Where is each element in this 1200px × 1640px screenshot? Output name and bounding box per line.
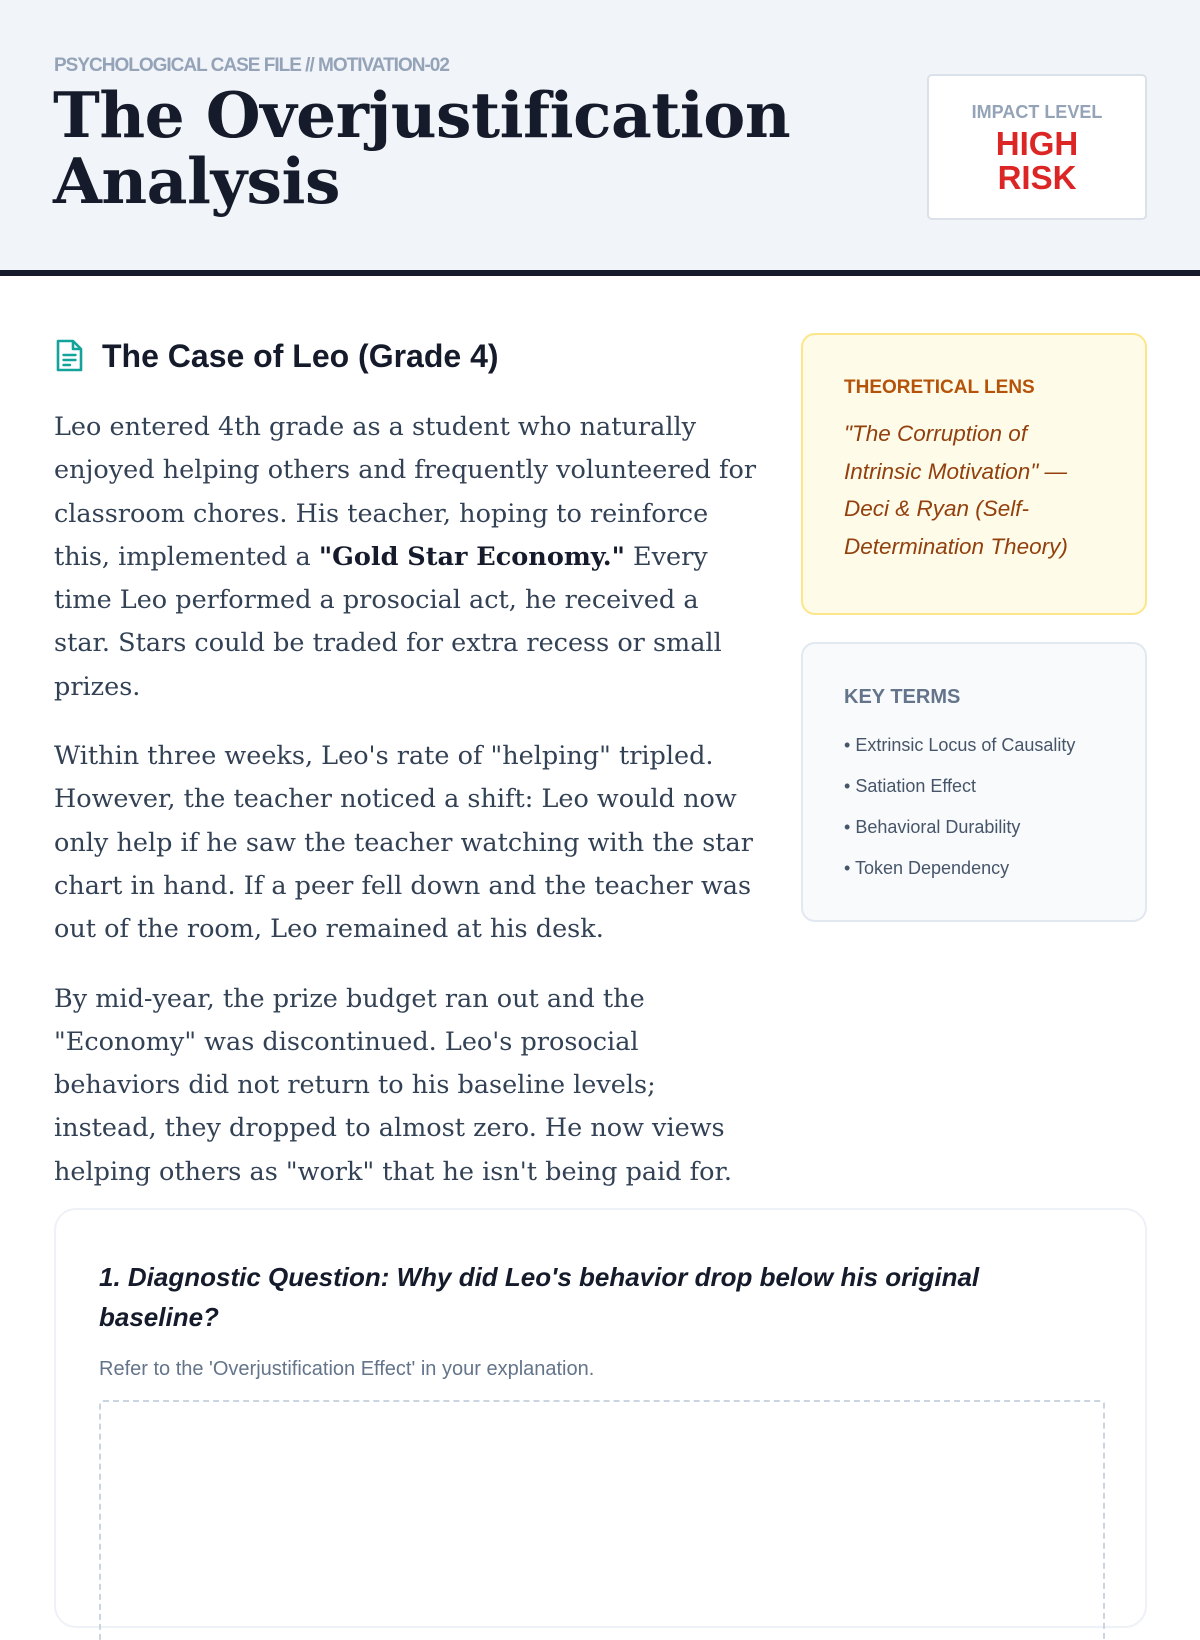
key-term-item: • Satiation Effect <box>844 766 1125 807</box>
case-header <box>0 0 1200 276</box>
impact-level-label: IMPACT LEVEL <box>971 102 1103 122</box>
case-file-id: PSYCHOLOGICAL CASE FILE // MOTIVATION-02 <box>54 55 449 76</box>
key-term-item: • Behavioral Durability <box>844 807 1125 848</box>
case-section-heading <box>54 336 499 376</box>
case-paragraph-2: Within three weeks, Leo's rate of "helping" tripled. However, the teacher noticed a shift: Leo would now only help if he saw the teacher watching with the star chart in hand. If a peer fell down and the teacher was out of the room, Leo remained at his desk. <box>54 741 753 945</box>
case-paragraph-1-text-end: Every time Leo performed a prosocial act, he received a star. Stars could be traded for extra recess or small prizes. <box>54 541 722 702</box>
case-paragraph-3: By mid-year, the prize budget ran out and the "Economy" was discontinued. Leo's prosocial behaviors did not return to his baseline levels; instead, they dropped to almost zero. He now views helping others as "work" that he isn't being paid for. <box>54 983 732 1187</box>
key-term-item: • Extrinsic Locus of Causality <box>844 725 1125 766</box>
impact-level-card <box>927 74 1147 220</box>
impact-level-value: HIGH RISK <box>995 125 1079 196</box>
case-paragraph-1 <box>54 406 759 709</box>
key-terms-list <box>844 725 1125 889</box>
theoretical-lens-quote: "The Corruption of Intrinsic Motivation" — Deci & Ryan (Self-Determination Theory) <box>844 421 1068 559</box>
gold-star-economy-term: "Gold Star Economy." <box>318 541 625 572</box>
page-title: The Overjustification Analysis <box>53 78 791 218</box>
diagnostic-question: 1. Diagnostic Question: Why did Leo's behavior drop below his original baseline? <box>99 1262 980 1332</box>
diagnostic-question-card <box>54 1208 1147 1628</box>
case-paragraph-1-text: Leo entered 4th grade as a student who naturally enjoyed helping others and frequently volunteered for classroom chores. His teacher, hoping to reinforce this, implemented a <box>54 412 757 572</box>
case-narrative <box>54 406 759 1220</box>
document-icon <box>54 339 84 373</box>
case-title: The Case of Leo (Grade 4) <box>102 337 499 374</box>
answer-area[interactable] <box>99 1400 1105 1640</box>
question-hint: Refer to the 'Overjustification Effect' in your explanation. <box>99 1358 595 1380</box>
key-term-item: • Token Dependency <box>844 848 1125 889</box>
theoretical-lens-label: THEORETICAL LENS <box>844 377 1035 398</box>
key-terms-card <box>801 642 1147 922</box>
theoretical-lens-card <box>801 333 1147 615</box>
key-terms-label: KEY TERMS <box>844 686 961 708</box>
